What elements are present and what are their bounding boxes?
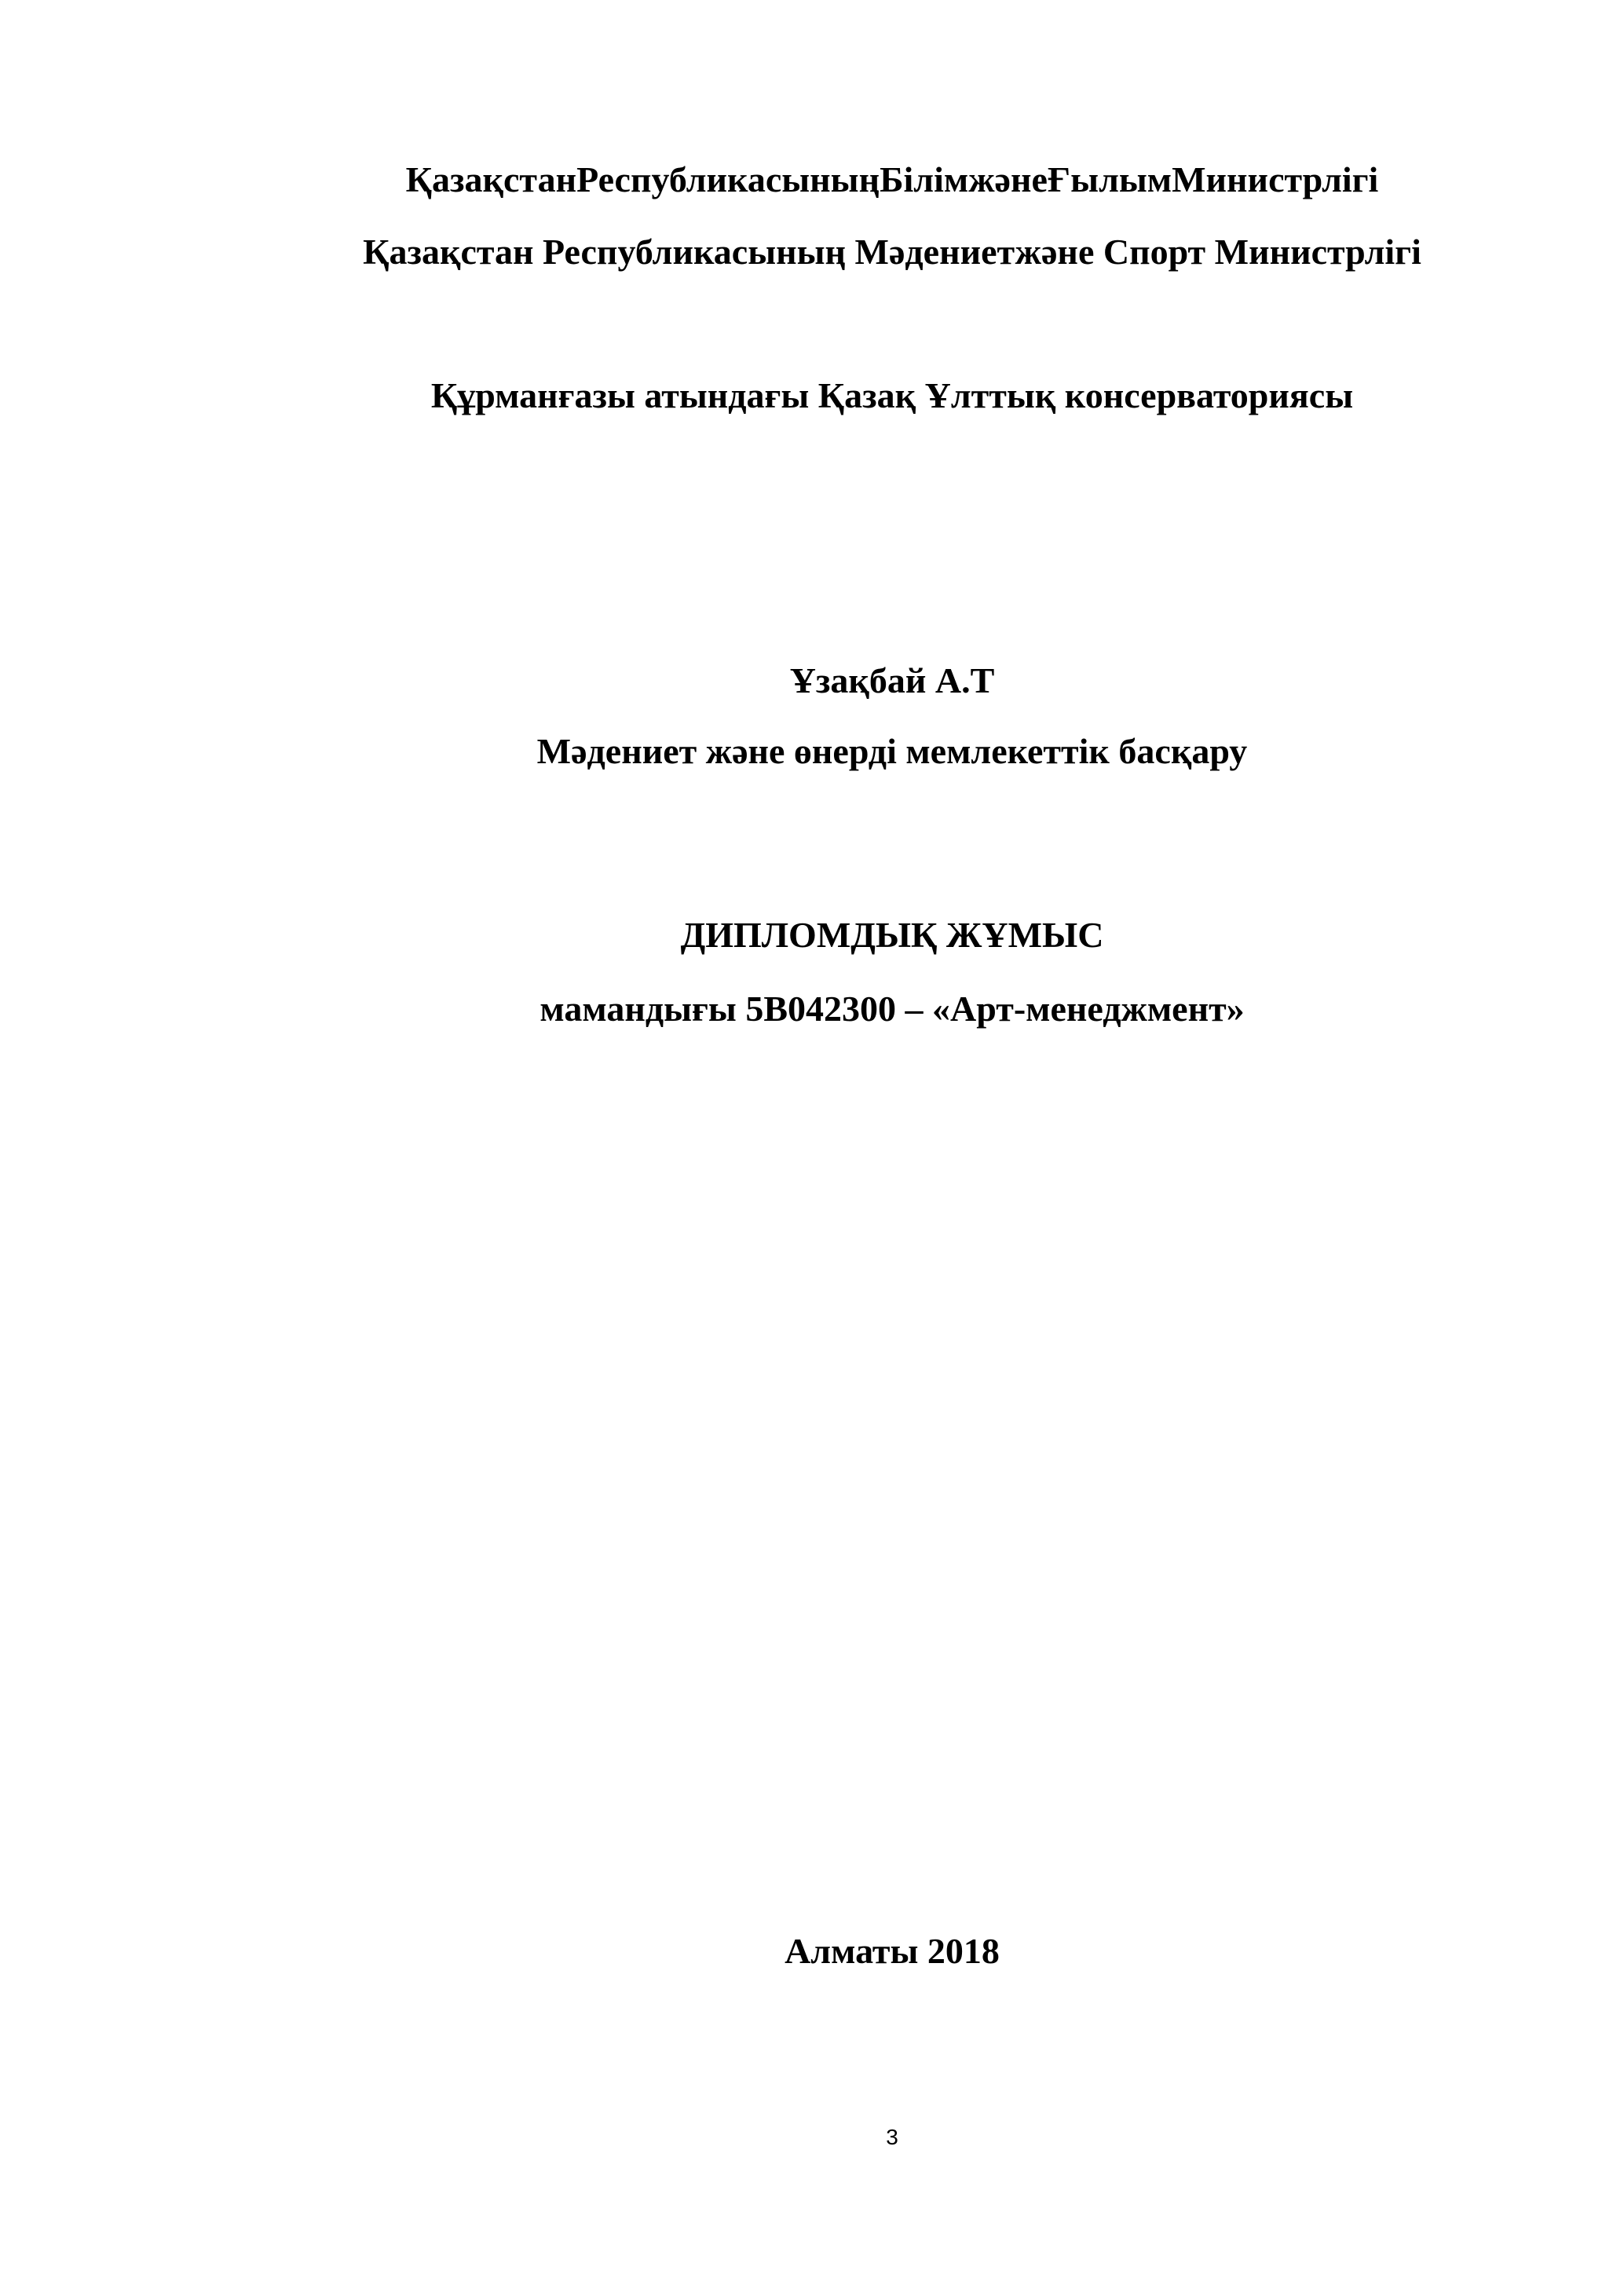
author-name: Ұзақбай А.Т: [789, 660, 995, 700]
ministry-line-1: ҚазақстанРеспубликасыныңБілімжәнеҒылымМинистрлігі: [405, 159, 1379, 199]
thesis-topic: Мәдениет және өнерді мемлекеттік басқару: [536, 731, 1248, 771]
city-year: Алматы 2018: [785, 1931, 1000, 1971]
specialty-line: мамандығы 5В042300 – «Арт-менеджмент»: [540, 989, 1245, 1029]
page-number: 3: [886, 2125, 898, 2149]
work-type-heading: ДИПЛОМДЫҚ ЖҰМЫС: [680, 915, 1104, 955]
institution-title: Құрманғазы атындағы Қазақ Ұлттық консерваториясы: [430, 375, 1354, 415]
ministry-line-2: Қазақстан Республикасының Мәдениетжәне Спорт Министрлігі: [363, 232, 1421, 272]
